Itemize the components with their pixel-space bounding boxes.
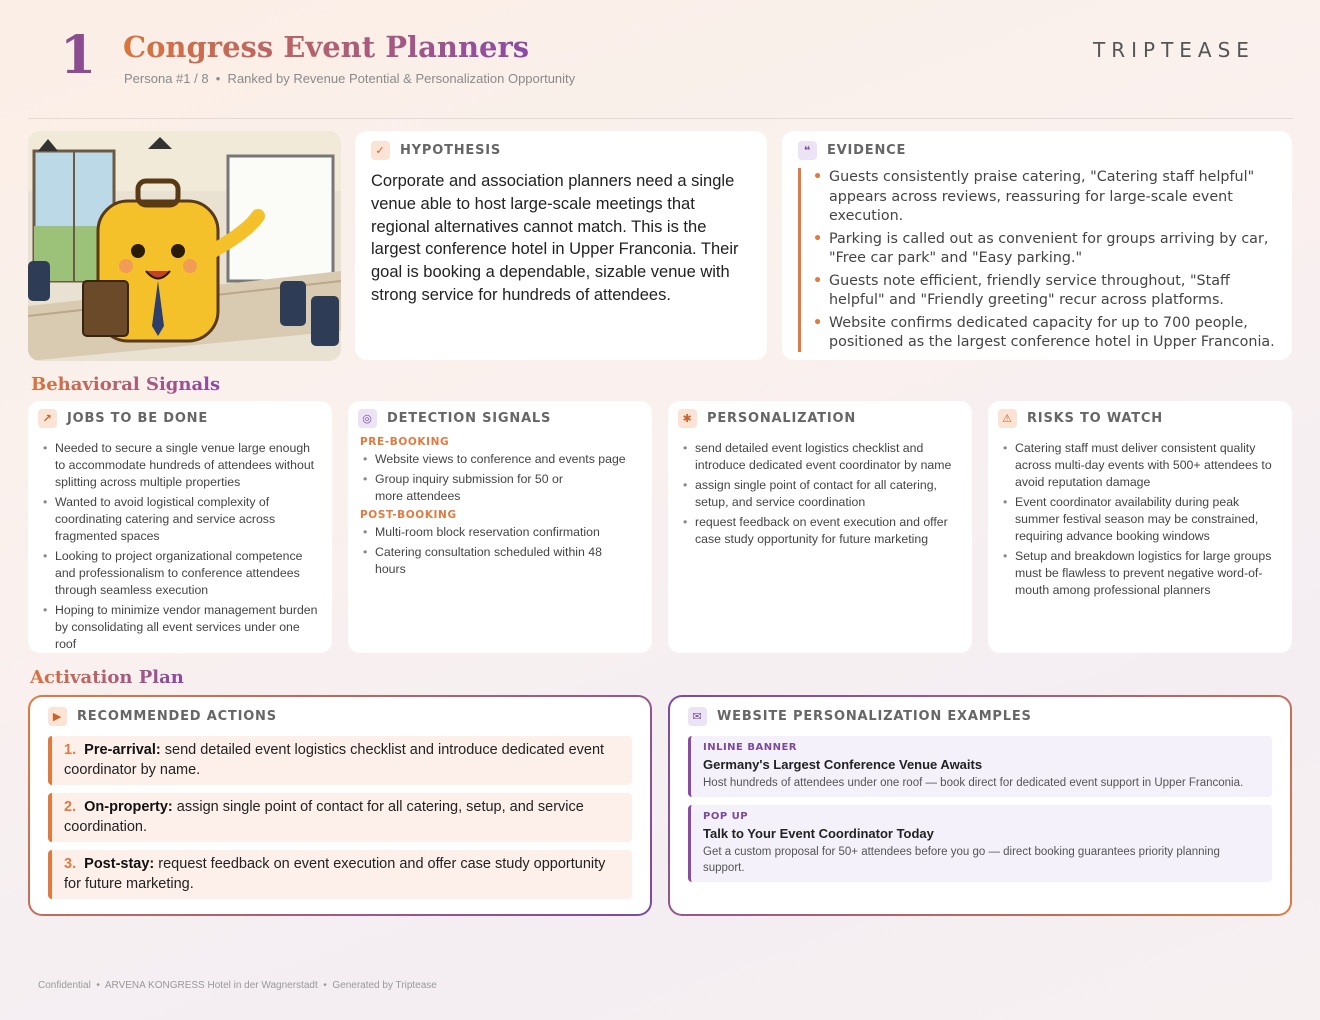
evidence-heading: EVIDENCE xyxy=(827,143,907,158)
example-pop-up xyxy=(688,805,1272,882)
brand-logo: TRIPTEASE xyxy=(1093,38,1255,62)
hypothesis-heading: HYPOTHESIS xyxy=(400,143,502,158)
evidence-card xyxy=(782,131,1292,360)
jobs-card xyxy=(28,401,332,653)
action-label: On-property: xyxy=(84,799,173,815)
list-item: • Wanted to avoid logistical complexity of coordinating catering and service across fragmented spaces xyxy=(38,494,322,545)
examples-header xyxy=(688,707,1272,726)
header-divider xyxy=(28,118,1293,119)
action-label: Pre-arrival: xyxy=(84,742,161,758)
detection-heading: DETECTION SIGNALS xyxy=(387,411,552,426)
detection-header xyxy=(358,409,642,428)
list-item: • Group inquiry submission for 50 or more attendees xyxy=(358,471,642,505)
action-label: Post-stay: xyxy=(84,856,155,872)
persona-rank: 1 xyxy=(60,25,97,86)
list-item: • Looking to project organizational competence and professionalism to conference attendees through seamless execution xyxy=(38,548,322,599)
pre-booking-label: PRE-BOOKING xyxy=(360,436,450,448)
post-booking-list xyxy=(358,524,642,578)
sparkle-icon: ✱ xyxy=(678,409,697,428)
arrow-icon: ↗ xyxy=(38,409,57,428)
action-item xyxy=(48,736,632,785)
personalization-header xyxy=(678,409,962,428)
hypothesis-text: Corporate and association planners need a single venue able to host large-scale meetings that regional alternatives cannot match. This is the largest conference hotel in Upper Franconia. Their goal is booking a dependable, sizable venue with strong service for hundreds of attendees. xyxy=(371,172,739,304)
list-item: • Needed to secure a single venue large enough to accommodate hundreds of attendees without splitting across multiple properties xyxy=(38,440,322,491)
footer: Confidential • ARVENA KONGRESS Hotel in der Wagnerstadt • Generated by Triptease xyxy=(38,980,437,991)
pre-booking-list xyxy=(358,451,642,505)
detection-card xyxy=(348,401,652,653)
play-icon: ▶ xyxy=(48,707,67,726)
hypothesis-card xyxy=(355,131,767,360)
target-icon: ◎ xyxy=(358,409,377,428)
risks-heading: RISKS TO WATCH xyxy=(1027,411,1163,426)
page-subtitle: Persona #1 / 8 • Ranked by Revenue Potential & Personalization Opportunity xyxy=(124,71,576,86)
action-number: 2. xyxy=(64,799,77,815)
list-item: • request feedback on event execution and offer case study opportunity for future marketing xyxy=(678,514,962,548)
jobs-header xyxy=(38,409,322,428)
example-title: Germany's Largest Conference Venue Awaits xyxy=(703,757,983,772)
jobs-list xyxy=(38,440,322,653)
list-item: • Guests note efficient, friendly service throughout, "Staff helpful" and "Friendly greeting" recur across platforms. xyxy=(813,272,1276,311)
persona-illustration xyxy=(28,131,341,361)
example-body: Host hundreds of attendees under one roof — book direct for dedicated event support in Upper Franconia. xyxy=(703,777,1244,789)
examples-heading: WEBSITE PERSONALIZATION EXAMPLES xyxy=(717,709,1032,724)
activation-plan-title: Activation Plan xyxy=(30,667,184,688)
list-item: • Website views to conference and events page xyxy=(358,451,642,468)
example-type: INLINE BANNER xyxy=(703,742,797,753)
actions-header xyxy=(48,707,632,726)
hypothesis-header xyxy=(371,141,751,160)
list-item: • Event coordinator availability during peak summer festival season may be constrained, requiring advance booking windows xyxy=(998,494,1282,545)
example-body: Get a custom proposal for 50+ attendees before you go — direct booking guarantees priority planning support. xyxy=(703,846,1220,874)
actions-heading: RECOMMENDED ACTIONS xyxy=(77,709,277,724)
personalization-list xyxy=(678,440,962,548)
risks-list xyxy=(998,440,1282,599)
list-item: • Multi-room block reservation confirmation xyxy=(358,524,642,541)
warning-icon: ⚠ xyxy=(998,409,1017,428)
recommended-actions-inner xyxy=(30,697,650,914)
recommended-actions-card xyxy=(28,695,652,916)
example-type: POP UP xyxy=(703,811,749,822)
post-booking-label: POST-BOOKING xyxy=(360,509,457,521)
list-item: • send detailed event logistics checklist and introduce dedicated event coordinator by name xyxy=(678,440,962,474)
risks-header xyxy=(998,409,1282,428)
list-item: • Catering staff must deliver consistent quality across multi-day events with 500+ attendees to avoid reputation damage xyxy=(998,440,1282,491)
example-title: Talk to Your Event Coordinator Today xyxy=(703,826,934,841)
check-icon: ✓ xyxy=(371,141,390,160)
evidence-list xyxy=(798,168,1276,352)
action-number: 3. xyxy=(64,856,77,872)
behavioral-signals-title: Behavioral Signals xyxy=(31,374,221,395)
action-text: send detailed event logistics checklist and introduce dedicated event coordinator by name. xyxy=(64,742,605,778)
jobs-heading: JOBS TO BE DONE xyxy=(67,411,209,426)
list-item: • Setup and breakdown logistics for large groups must be flawless to prevent negative word-of-mouth among professional planners xyxy=(998,548,1282,599)
list-item: • Parking is called out as convenient for groups arriving by car, "Free car park" and "Easy parking." xyxy=(813,230,1276,269)
personalization-examples-card xyxy=(668,695,1292,916)
list-item: • Catering consultation scheduled within 48 hours xyxy=(358,544,642,578)
action-number: 1. xyxy=(64,742,77,758)
list-item: • Website confirms dedicated capacity for up to 700 people, positioned as the largest conference hotel in Upper Franconia. xyxy=(813,314,1276,353)
action-text: request feedback on event execution and offer case study opportunity for future marketing. xyxy=(64,856,606,892)
mail-icon: ✉ xyxy=(688,707,707,726)
action-text: assign single point of contact for all catering, setup, and service coordination. xyxy=(64,799,584,835)
list-item: • Guests consistently praise catering, "Catering staff helpful" appears across reviews, reassuring for large-scale event execution. xyxy=(813,168,1276,227)
risks-card xyxy=(988,401,1292,653)
quote-icon: ❝ xyxy=(798,141,817,160)
action-item xyxy=(48,793,632,842)
example-inline-banner xyxy=(688,736,1272,797)
list-item: • assign single point of contact for all catering, setup, and service coordination xyxy=(678,477,962,511)
evidence-header xyxy=(798,141,1276,160)
list-item: • Hoping to minimize vendor management burden by consolidating all event services under one roof xyxy=(38,602,322,653)
personalization-card xyxy=(668,401,972,653)
personalization-heading: PERSONALIZATION xyxy=(707,411,857,426)
personalization-examples-inner xyxy=(670,697,1290,914)
action-item xyxy=(48,850,632,899)
page-title: Congress Event Planners xyxy=(123,30,530,64)
